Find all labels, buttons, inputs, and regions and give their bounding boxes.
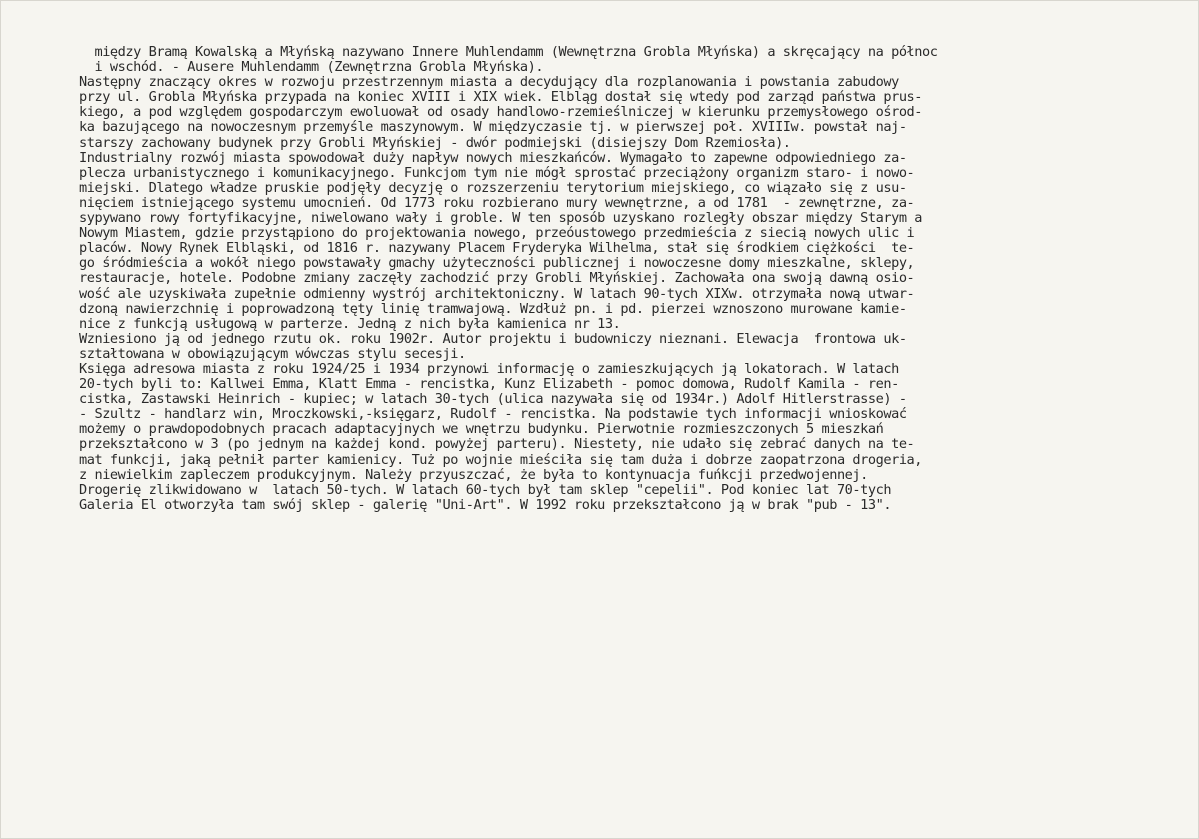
text-line: 20-tych byli to: Kallwei Emma, Klatt Emma - rencistka, Kunz Elizabeth - pomoc domowa, Rudolf Kamila - ren-: [79, 376, 899, 393]
text-line: ształtowana w obowiązującym wówczas stylu secesji.: [79, 345, 466, 362]
typewritten-text: [79, 45, 1169, 513]
text-line: sypywano rowy fortyfikacyjne, niwelowano wały i groble. W ten sposób uzyskano rozległy obszar między Starym a: [79, 210, 923, 227]
text-line: Drogerię zlikwidowano w latach 50-tych. W latach 60-tych był tam sklep "cepelii". Pod koniec lat 70-tych: [79, 481, 892, 498]
text-line: miejski. Dlatego władze pruskie podjęły decyzję o rozszerzeniu terytorium miejskiego, co wiązało się z usu-: [79, 179, 907, 196]
text-line: - Szultz - handlarz win, Mroczkowski,-księgarz, Rudolf - rencistka. Na podstawie tych informacji wnioskować: [79, 406, 907, 423]
text-line: starszy zachowany budynek przy Grobli Młyńskiej - dwór podmiejski (disiejszy Dom Rzemiosła).: [79, 134, 791, 151]
text-line: placów. Nowy Rynek Elbląski, od 1816 r. nazywany Placem Fryderyka Wilhelma, stał się środkiem ciężkości te-: [79, 240, 915, 257]
text-line: i wschód. - Ausere Muhlendamm (Zewnętrzna Grobla Młyńska).: [79, 59, 544, 76]
text-line: ka bazującego na nowoczesnym przemyśle maszynowym. W międzyczasie tj. w pierwszej poł. XVIIIw. powstał naj-: [79, 119, 907, 136]
text-line: Galeria El otworzyła tam swój sklep - galerię "Uni-Art". W 1992 roku przekształcono ją w brak "pub - 13".: [79, 496, 892, 513]
text-line: nięciem istniejącego systemu umocnień. Od 1773 roku rozbierano mury wewnętrzne, a od 1781 - zewnętrzne, za-: [79, 194, 915, 211]
text-line: możemy o prawdopodobnych pracach adaptacyjnych we wnętrzu budynku. Pierwotnie rozmieszczonych 5 mieszkań: [79, 421, 884, 438]
text-line: Nowym Miastem, gdzie przystąpiono do projektowania nowego, przeóustowego przedmieścia z siecią nowych ulic i: [79, 225, 915, 242]
text-line: restauracje, hotele. Podobne zmiany zaczęły zachodzić przy Grobli Młyńskiej. Zachowała ona swoją dawną osio-: [79, 270, 915, 287]
text-line: wość ale uzyskiwała zupełnie odmienny wystrój architektoniczny. W latach 90-tych XIXw. otrzymała nową utwar-: [79, 285, 915, 302]
text-line: między Bramą Kowalską a Młyńską nazywano Innere Muhlendamm (Wewnętrzna Grobla Młyńska) a skręcający na północ: [79, 44, 938, 60]
text-line: przekształcono w 3 (po jednym na każdej kond. powyżej parteru). Niestety, nie udało się zebrać danych na te-: [79, 436, 915, 453]
text-line: mat funkcji, jaką pełnił parter kamienicy. Tuż po wojnie mieściła się tam duża i dobrze zaopatrzona drogeria,: [79, 451, 923, 468]
text-line: Księga adresowa miasta z roku 1924/25 i 1934 przynowi informację o zamieszkujących ją lokatorach. W latach: [79, 360, 899, 377]
text-line: dzoną nawierzchnię i poprowadzoną tętу linię tramwajową. Wzdłuż pn. i pd. pierzei wznoszono murowane kamie-: [79, 300, 907, 317]
text-line: Industrialny rozwój miasta spowodował duży napływ nowych mieszkańców. Wymagało to zapewne odpowiedniego za-: [79, 149, 907, 166]
text-line: go śródmieścia a wokół niego powstawały gmachy użyteczności publicznej i nowoczesne domy mieszkalne, sklepy,: [79, 255, 915, 272]
text-line: Następny znaczący okres w rozwoju przestrzennym miasta a decydujący dla rozplanowania i powstania zabudowy: [79, 74, 899, 91]
text-line: Wzniesiono ją od jednego rzutu ok. roku 1902r. Autor projektu i budowniczy nieznani. Elewacja frontowa uk-: [79, 330, 907, 347]
text-line: nice z funkcją usługową w parterze. Jedną z nich była kamienica nr 13.: [79, 315, 621, 332]
text-line: z niewielkim zapleczem produkcyjnym. Należy przyuszczać, że była to kontynuacja fuńkcji przedwojennej.: [79, 466, 868, 483]
text-line: cistka, Zastawski Heinrich - kupiec; w latach 30-tych (ulica nazywała się od 1934r.) Adolf Hitlerstrasse) -: [79, 391, 907, 408]
text-line: przy ul. Grobla Młyńska przypada na koniec XVIII i XIX wiek. Elbląg dostał się wtedy pod zarząd państwa prus-: [79, 89, 923, 106]
text-line: kiego, a pod względem gospodarczym ewoluował od osady handlowo-rzemieślniczej w kierunku przemysłowego ośrod-: [79, 104, 923, 121]
text-line: plecza urbanistycznego i komunikacyjnego. Funkcjom tym nie mógł sprostać przeciążony organizm staro- i nowo-: [79, 164, 915, 181]
